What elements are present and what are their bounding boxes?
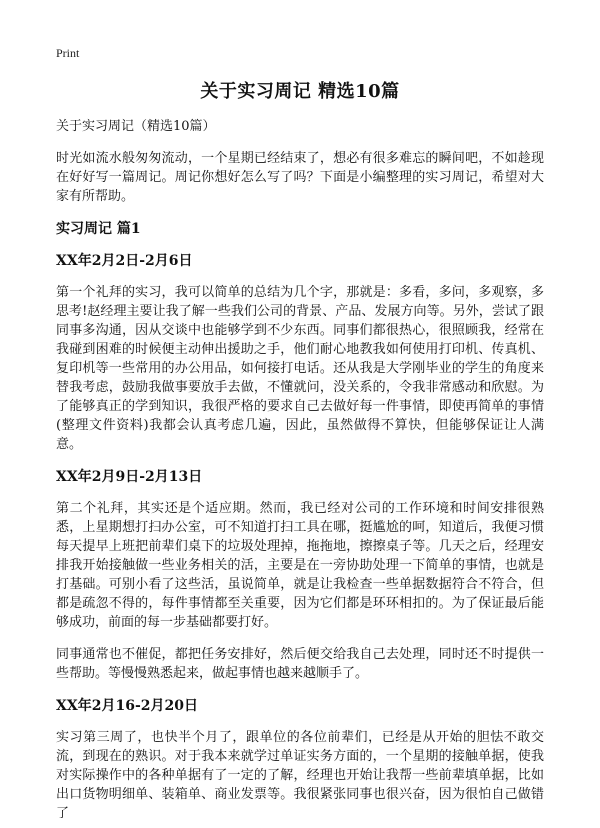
intro-paragraph: 时光如流水般匆匆流动，一个星期已经结束了，想必有很多难忘的瞬间吧，不如趁现在好好写一篇周记。周记你想好怎么写了吗？下面是小编整理的实习周记，希望对大家有所帮助。 (56, 151, 544, 204)
section-heading: 实习周记 篇1 (56, 221, 141, 237)
week-2-date-heading: XX年2月9日-2月13日 (56, 469, 203, 485)
week-3-paragraph-1: 实习第三周了，也快半个月了，跟单位的各位前辈们，已经是从开始的胆怯不敢交流，到现在的熟识。对于我本来就学过单证实务方面的，一个星期的接触单据，使我对实际操作中的各种单据有了一定的了解，经理也开始让我帮一些前辈填单据，比如出口货物明细单、装箱单、商业发票等。我很紧张同事也很兴奋，因为很怕自己做错了 (56, 730, 544, 821)
document-subtitle: 关于实习周记（精选10篇） (56, 119, 216, 134)
week-2-paragraph-1: 第二个礼拜，其实还是个适应期。然而，我已经对公司的工作环境和时间安排很熟悉，上星期想打扫办公室，可不知道打扫工具在哪，挺尴尬的呵，知道后，我便习惯每天提早上班把前辈们桌下的垃圾处理掉，拖拖地，擦擦桌子等。几天之后，经理安排我开始接触做一些业务相关的活，主要是在一旁协助处理一下简单的事情，也就是打基础。可别小看了这些活，虽说简单，就是让我检查一些单据数据符合不符合，但都是疏忽不得的，每件事情都至关重要，因为它们都是环环相扣的。为了保证最后能够成功，前面的每一步基础都要打好。 (56, 501, 544, 630)
week-1-date-heading: XX年2月2日-2月6日 (56, 253, 193, 269)
week-2-paragraph-2: 同事通常也不催促，都把任务安排好，然后便交给我自己去处理，同时还不时提供一些帮助。等慢慢熟悉起来，做起事情也越来越顺手了。 (56, 647, 544, 681)
week-3-date-heading: XX年2月16-2月20日 (56, 698, 198, 714)
print-link[interactable]: Print (56, 46, 80, 60)
week-1-paragraph-1: 第一个礼拜的实习，我可以简单的总结为几个字，那就是：多看，多问，多观察，多思考!赵经理主要让我了解一些我们公司的背景、产品、发展方向等。另外，尝试了跟同事多沟通，因从交谈中也能够学到不少东西。同事们都很热心，很照顾我，经常在我碰到困难的时候便主动伸出援助之手，他们耐心地教我如何使用打印机、传真机、复印机等一些常用的办公用品，如何接打电话。还从我是大学刚毕业的学生的角度来替我考虑，鼓励我做事要放手去做，不懂就问，没关系的，令我非常感动和欣慰。为了能够真正的学到知识，我很严格的要求自己去做好每一件事情，即使再简单的事情(整理文件资料)我都会认真考虑几遍，因此，虽然做得不算快，但能够保证让人满意。 (56, 285, 544, 452)
document-body (56, 118, 544, 828)
page-title: 关于实习周记 精选10篇 (200, 81, 400, 102)
